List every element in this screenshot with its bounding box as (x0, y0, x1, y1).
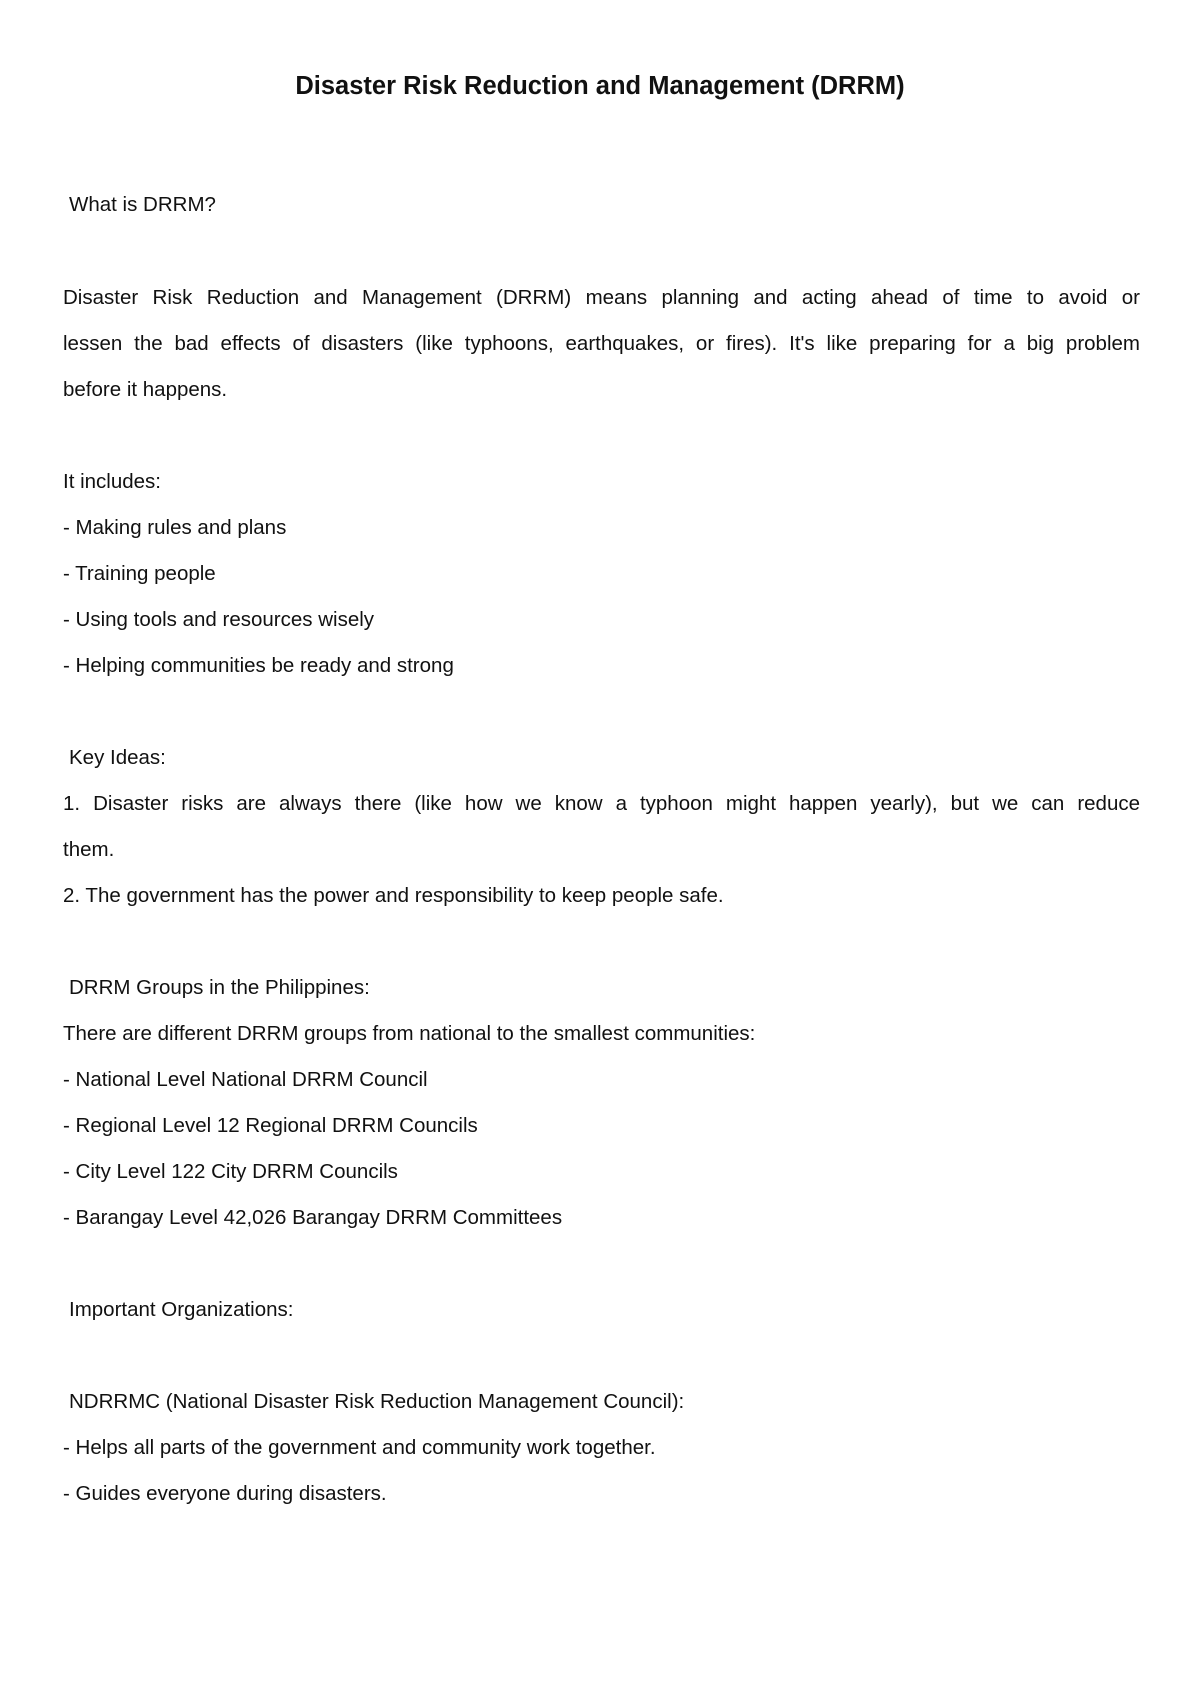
groups-heading: DRRM Groups in the Philippines: (69, 976, 370, 999)
ndrrmc-heading: NDRRMC (National Disaster Risk Reduction Management Council): (69, 1390, 685, 1413)
list-item: - Barangay Level 42,026 Barangay DRRM Committees (63, 1206, 563, 1229)
document-title: Disaster Risk Reduction and Management (DRRM) (295, 72, 905, 100)
list-item: - Training people (63, 562, 216, 585)
list-item: - Helping communities be ready and strong (63, 654, 454, 677)
what-is-paragraph-line: Disaster Risk Reduction and Management (DRRM) means planning and acting ahead of time to avoid or (63, 286, 1140, 309)
what-is-paragraph-line: before it happens. (63, 378, 228, 401)
organizations-heading: Important Organizations: (69, 1298, 294, 1321)
key-idea-line: 2. The government has the power and responsibility to keep people safe. (63, 884, 724, 907)
what-is-heading: What is DRRM? (69, 193, 216, 216)
groups-intro: There are different DRRM groups from national to the smallest communities: (63, 1022, 756, 1045)
list-item: - Guides everyone during disasters. (63, 1482, 387, 1505)
key-idea-line: them. (63, 838, 115, 861)
includes-heading: It includes: (63, 470, 161, 493)
list-item: - National Level National DRRM Council (63, 1068, 428, 1091)
what-is-paragraph-line: lessen the bad effects of disasters (like typhoons, earthquakes, or fires). It's like preparing for a big problem (63, 332, 1140, 355)
list-item: - Helps all parts of the government and community work together. (63, 1436, 656, 1459)
key-idea-line: 1. Disaster risks are always there (like how we know a typhoon might happen yearly), but we can reduce (63, 792, 1140, 815)
list-item: - Using tools and resources wisely (63, 608, 375, 631)
list-item: - Regional Level 12 Regional DRRM Councils (63, 1114, 478, 1137)
list-item: - Making rules and plans (63, 516, 287, 539)
key-ideas-heading: Key Ideas: (69, 746, 166, 769)
list-item: - City Level 122 City DRRM Councils (63, 1160, 398, 1183)
